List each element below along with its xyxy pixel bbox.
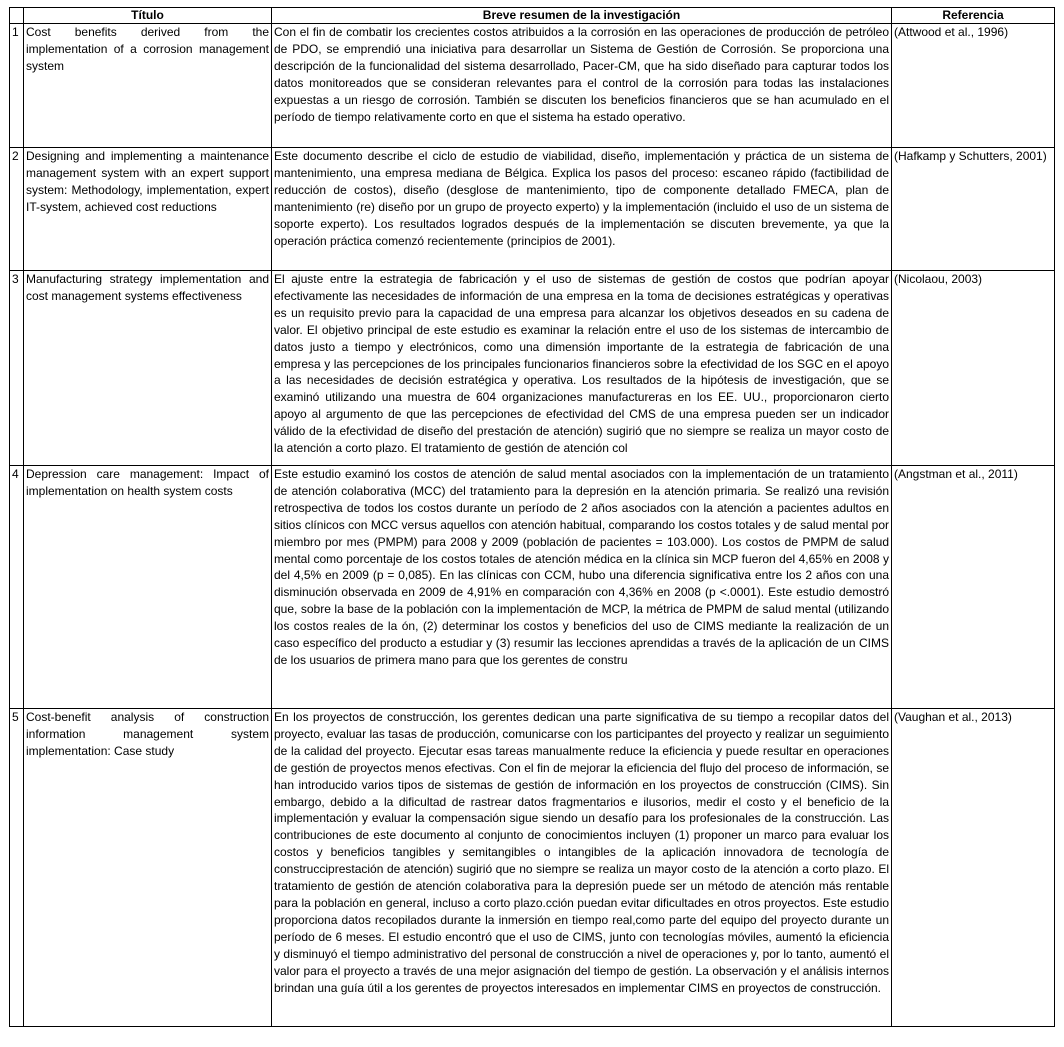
table-row bbox=[10, 148, 1055, 271]
row-reference: (Attwood et al., 1996) bbox=[892, 24, 1055, 148]
table-row bbox=[10, 466, 1055, 709]
row-reference: (Vaughan et al., 2013) bbox=[892, 709, 1055, 1027]
header-reference: Referencia bbox=[892, 8, 1055, 24]
header-row bbox=[10, 8, 1055, 24]
row-summary: Este documento describe el ciclo de estudio de viabilidad, diseño, implementación y práctica de un sistema de mantenimiento, una empresa mediana de Bélgica. Explica los pasos del proceso: escaneo rápido (factibilidad de reducción de costos), diseño (desglose de mantenimiento, tipo de componente detallado FMECA, plan de mantenimiento (re) diseño por un grupo de proyecto experto) y la implementación (incluido el uso de un sistema de soporte experto). Los resultados logrados después de la implementación se discuten brevemente, ya que la operación práctica comenzó recientemente (principios de 2001). bbox=[272, 148, 892, 271]
row-title: Manufacturing strategy implementation and cost management systems effectiveness bbox=[24, 271, 272, 466]
row-summary: Este estudio examinó los costos de atención de salud mental asociados con la implementación de un tratamiento de atención colaborativa (MCC) del tratamiento para la depresión en la atención primaria. Se realizó una revisión retrospectiva de todos los costos durante un período de 2 años asociados con la atención a pacientes adultos en sitios clínicos con MCC versus aquellos con atención habitual, comparando los costos totales y de salud mental por miembro por mes (PMPM) para 2008 y 2009 (población de pacientes = 103.000). Los costos de PMPM de salud mental como porcentaje de los costos totales de atención médica en la clínica sin MCP fueron del 4,65% en 2008 y del 4,5% en 2009 (p = 0,085). En las clínicas con CCM, hubo una diferencia significativa entre los 2 años con una disminución observada en 2009 de 4,91% en comparación con 4,36% en 2008 (p <.0001). Este estudio demostró que, sobre la base de la población con la implementación de MCP, la métrica de PMPM de salud mental (utilizando los costos reales de la ón, (2) determinar los costos y beneficios del uso de CIMS mediante la realización de un caso específico del producto a estudiar y (3) resumir las lecciones aprendidas a través de la aplicación de un CIMS de los usuarios de primera mano para que los gerentes de constru bbox=[272, 466, 892, 709]
row-reference: (Nicolaou, 2003) bbox=[892, 271, 1055, 466]
row-number: 4 bbox=[10, 466, 24, 709]
row-title: Cost-benefit analysis of construction information management system implementation: Case study bbox=[24, 709, 272, 1027]
row-summary: Con el fin de combatir los crecientes costos atribuidos a la corrosión en las operaciones de producción de petróleo de PDO, se emprendió una iniciativa para desarrollar un Sistema de Gestión de Corrosión. Se proporciona una descripción de la funcionalidad del sistema desarrollado, Pacer-CM, que ha sido diseñado para capturar todos los datos monitoreados que se consideran relevantes para el control de la corrosión para todas las instalaciones expuestas a un riesgo de corrosión. También se discuten los beneficios financieros que se han acumulado en el período de tiempo relativamente corto en que el sistema ha estado operativo. bbox=[272, 24, 892, 148]
research-summary-table bbox=[9, 7, 1055, 1027]
row-reference: (Angstman et al., 2011) bbox=[892, 466, 1055, 709]
row-number: 1 bbox=[10, 24, 24, 148]
table-row bbox=[10, 271, 1055, 466]
row-number: 5 bbox=[10, 709, 24, 1027]
header-number bbox=[10, 8, 24, 24]
row-reference: (Hafkamp y Schutters, 2001) bbox=[892, 148, 1055, 271]
table-row bbox=[10, 709, 1055, 1027]
row-summary: En los proyectos de construcción, los gerentes dedican una parte significativa de su tiempo a recopilar datos del proyecto, evaluar las tasas de producción, comunicarse con los participantes del proyecto y realizar un seguimiento de la calidad del proyecto. Ejecutar esas tareas manualmente reduce la eficiencia y puede resultar en operaciones de gestión de proyectos menos efectivas. Con el fin de mejorar la eficiencia del flujo del proceso de información, se han introducido varios tipos de sistemas de gestión de información en los proyectos de construcción (CIMS). Sin embargo, debido a la dificultad de rastrear datos fragmentarios e ilusorios, medir el costo y el beneficio de la implementación y evaluar la compensación sigue siendo un desafío para los profesionales de la construcción. Las contribuciones de este documento al conjunto de conocimientos incluyen (1) proponer un marco para evaluar los costos y beneficios tangibles y semitangibles o intangibles de la aplicación innovadora de tecnología de construcciprestación de atención) sugirió que no siempre se realiza un mayor costo de la atención a corto plazo. El tratamiento de gestión de atención colaborativa para la depresión puede ser un método de atención más rentable para la población en general, incluso a corto plazo.cción puedan evitar dificultades en otros proyectos. Este estudio proporciona datos recopilados durante la inmersión en tiempo real,como parte del equipo del proyecto durante un período de 6 meses. El estudio encontró que el uso de CIMS, junto con tecnologías móviles, aumentó la eficiencia y disminuyó el tiempo administrativo del personal de construcción a nivel de operaciones y, por lo tanto, aumentó el valor para el proyecto a través de una mejor asignación del tiempo de gestión. La observación y el análisis internos brindan una guía útil a los gerentes de proyectos interesados en implementar CIMS en proyectos de construcción. bbox=[272, 709, 892, 1027]
row-title: Cost benefits derived from the implementation of a corrosion management system bbox=[24, 24, 272, 148]
header-summary: Breve resumen de la investigación bbox=[272, 8, 892, 24]
row-number: 2 bbox=[10, 148, 24, 271]
row-summary: El ajuste entre la estrategia de fabricación y el uso de sistemas de gestión de costos que podrían apoyar efectivamente las necesidades de información de una empresa en la toma de decisiones estratégicas y operativas es un requisito previo para la capacidad de una empresa para alcanzar los objetivos deseados en su cadena de valor. El objetivo principal de este estudio es examinar la relación entre el uso de los sistemas de intercambio de datos justo a tiempo y electrónicos, como una dimensión importante de la estrategia de fabricación de una empresa y las percepciones de los principales funcionarios financieros sobre la efectividad de los SGC en el apoyo a las necesidades de decisión estratégica y operativa. Los resultados de la hipótesis de investigación, que se examinó utilizando una muestra de 604 organizaciones manufactureras en los EE. UU., proporcionaron cierto apoyo al argumento de que las percepciones de efectividad del CMS de una empresa pueden ser un indicador válido de la efectividad de diseño del prestación de atención) sugirió que no siempre se realiza un mayor costo de la atención a corto plazo. El tratamiento de gestión de atención col bbox=[272, 271, 892, 466]
header-title: Título bbox=[24, 8, 272, 24]
row-number: 3 bbox=[10, 271, 24, 466]
row-title: Depression care management: Impact of implementation on health system costs bbox=[24, 466, 272, 709]
table-row bbox=[10, 24, 1055, 148]
row-title: Designing and implementing a maintenance management system with an expert support system: Methodology, implementation, expert IT-system, achieved cost reductions bbox=[24, 148, 272, 271]
